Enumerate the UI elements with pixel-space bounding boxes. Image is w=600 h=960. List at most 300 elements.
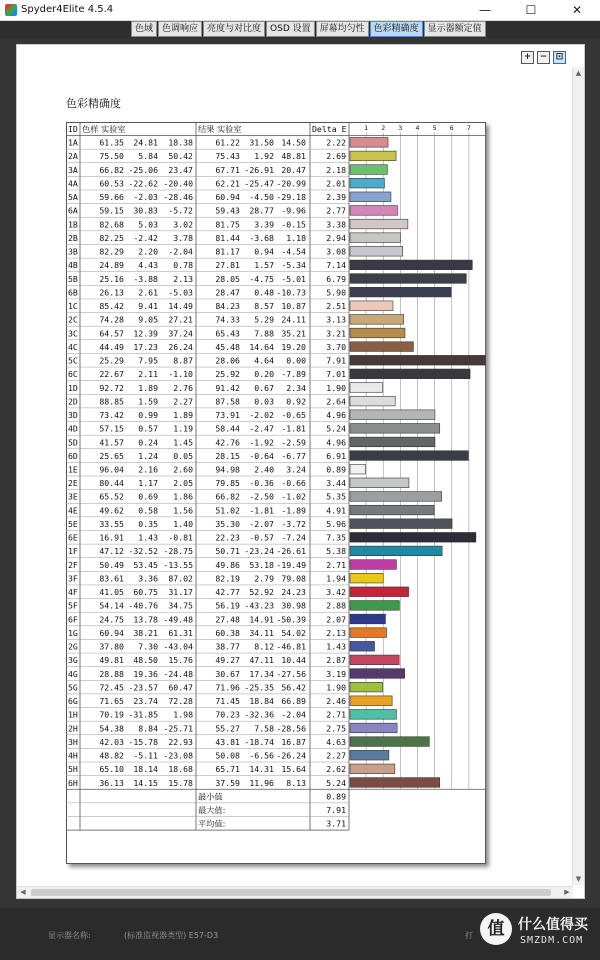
result-lab-value: 14.31 (249, 764, 274, 775)
summary-label: 最小值 (198, 791, 223, 802)
ref-lab-value: -31.85 (128, 709, 158, 720)
ref-lab-value: 34.75 (168, 600, 193, 611)
row-id: 1B (68, 219, 78, 230)
window-title: Spyder4Elite 4.5.4 (21, 4, 114, 15)
tab-monitor-rating[interactable]: 显示器额定值 (424, 21, 486, 37)
ref-lab-value: 18.38 (168, 137, 193, 148)
delta-e-bar (350, 723, 397, 733)
result-lab-value: -27.56 (276, 668, 306, 679)
delta-e-bar (350, 764, 395, 774)
ref-lab-value: 73.42 (99, 410, 124, 421)
result-lab-value: 66.89 (281, 696, 306, 707)
scale-tick-label: 3 (398, 124, 403, 132)
delta-e-bar (350, 274, 466, 284)
ref-lab-value: 0.58 (138, 505, 158, 516)
ref-lab-value: 7.95 (138, 355, 158, 366)
row-id: 3D (68, 410, 78, 421)
result-lab-value: 73.91 (215, 410, 240, 421)
result-lab-value: 53.18 (249, 559, 274, 570)
result-lab-value: 25.92 (215, 369, 240, 380)
ref-lab-value: -43.04 (163, 641, 193, 652)
result-lab-value: 1.18 (286, 232, 306, 243)
result-lab-value: 54.02 (281, 627, 306, 638)
ref-lab-value: 0.78 (173, 260, 193, 271)
result-lab-value: -0.64 (249, 450, 274, 461)
ref-lab-value: 49.62 (99, 505, 124, 516)
ref-lab-value: 54.14 (99, 600, 124, 611)
header-color: 色样 实验室 (82, 124, 126, 134)
delta-e-value: 2.22 (326, 137, 346, 148)
ref-lab-value: -25.06 (128, 164, 158, 175)
watermark-logo: 值 (480, 913, 512, 945)
row-id: 1D (68, 382, 78, 393)
row-id: 3F (68, 573, 78, 584)
spyder-app-icon (5, 4, 17, 16)
result-lab-value: 60.94 (215, 192, 240, 203)
delta-e-value: 2.71 (326, 709, 346, 720)
row-id: 1E (68, 464, 78, 475)
ref-lab-value: -3.88 (133, 273, 158, 284)
summary-label: 最大值: (198, 805, 226, 815)
delta-e-value: 1.94 (326, 573, 346, 584)
result-lab-value: 18.84 (249, 696, 274, 707)
ref-lab-value: 61.31 (168, 627, 193, 638)
delta-e-bar (350, 737, 429, 747)
result-lab-value: -6.56 (249, 750, 274, 761)
result-lab-value: -1.02 (281, 491, 306, 502)
scroll-up-icon[interactable]: ▲ (575, 69, 582, 77)
ref-lab-value: 0.24 (138, 437, 158, 448)
delta-e-bar (350, 437, 435, 447)
result-lab-value: 19.20 (281, 341, 306, 352)
scale-tick-label: 1 (364, 124, 369, 132)
title-bar (0, 0, 600, 21)
result-lab-value: 59.43 (215, 205, 240, 216)
close-button[interactable]: ✕ (571, 3, 583, 17)
delta-e-value: 3.13 (326, 314, 346, 325)
delta-e-bar (350, 328, 405, 338)
delta-e-value: 3.44 (326, 478, 346, 489)
result-lab-value: 17.34 (249, 668, 274, 679)
ref-lab-value: 1.56 (173, 505, 193, 516)
delta-e-value: 2.94 (326, 232, 346, 243)
row-id: 6B (68, 287, 78, 298)
result-lab-value: 79.08 (281, 573, 306, 584)
result-lab-value: 71.45 (215, 696, 240, 707)
ref-lab-value: 44.49 (99, 341, 124, 352)
ref-lab-value: 31.17 (168, 587, 193, 598)
result-lab-value: 8.13 (286, 777, 306, 788)
delta-e-bar (350, 424, 440, 434)
ref-lab-value: 75.50 (99, 151, 124, 162)
summary-label: 平均值: (198, 818, 226, 829)
row-id: 2A (68, 151, 78, 162)
result-lab-value: 49.27 (215, 655, 240, 666)
result-lab-value: 8.12 (254, 641, 274, 652)
delta-e-value: 4.91 (326, 505, 346, 516)
result-lab-value: 2.79 (254, 573, 274, 584)
tab-uniformity[interactable]: 屏幕均匀性 (316, 21, 369, 37)
delta-e-bar (350, 532, 476, 542)
delta-e-bar (350, 396, 395, 406)
delta-e-value: 2.71 (326, 559, 346, 570)
ref-lab-value: 64.57 (99, 328, 124, 339)
ref-lab-value: 33.55 (99, 518, 124, 529)
ref-lab-value: 5.84 (138, 151, 158, 162)
ref-lab-value: -2.42 (133, 232, 158, 243)
row-id: 3B (68, 246, 78, 257)
result-lab-value: 42.77 (215, 587, 240, 598)
row-id: 5C (68, 355, 78, 366)
result-lab-value: 34.11 (249, 627, 274, 638)
tab-osd-settings[interactable]: OSD 设置 (266, 21, 315, 37)
header-id: ID (68, 124, 78, 134)
ref-lab-value: 18.14 (133, 764, 158, 775)
result-lab-value: -2.07 (249, 518, 274, 529)
row-id: 4D (68, 423, 78, 434)
row-id: 1C (68, 301, 78, 312)
ref-lab-value: 0.05 (173, 450, 193, 461)
scale-tick-label: 2 (381, 124, 386, 132)
result-lab-value: 37.59 (215, 777, 240, 788)
row-id: 5D (68, 437, 78, 448)
result-lab-value: 0.00 (286, 355, 306, 366)
result-lab-value: 67.71 (215, 164, 240, 175)
monitor-name-label: 显示器名称: (48, 931, 91, 940)
delta-e-value: 4.63 (326, 736, 346, 747)
ref-lab-value: -32.52 (128, 546, 158, 557)
result-lab-value: -32.36 (244, 709, 274, 720)
ref-lab-value: -1.10 (168, 369, 193, 380)
delta-e-bar (350, 710, 396, 720)
result-lab-value: -7.24 (281, 532, 306, 543)
delta-e-value: 1.90 (326, 682, 346, 693)
row-id: 2H (68, 723, 78, 734)
ref-lab-value: 9.41 (138, 301, 158, 312)
delta-e-bar (350, 233, 400, 243)
ref-lab-value: -28.46 (163, 192, 193, 203)
result-lab-value: 51.02 (215, 505, 240, 516)
ref-lab-value: 15.78 (168, 777, 193, 788)
row-id: 1A (68, 137, 78, 148)
result-lab-value: -0.15 (281, 219, 306, 230)
delta-e-value: 0.89 (326, 464, 346, 475)
ref-lab-value: 30.83 (133, 205, 158, 216)
ref-lab-value: 53.45 (133, 559, 158, 570)
result-lab-value: 50.71 (215, 546, 240, 557)
result-lab-value: 0.94 (254, 246, 274, 257)
delta-e-value: 2.27 (326, 750, 346, 761)
watermark-text: 什么值得买 (518, 917, 588, 933)
result-lab-value: -0.36 (249, 478, 274, 489)
ref-lab-value: 1.98 (173, 709, 193, 720)
result-lab-value: 5.29 (254, 314, 274, 325)
ref-lab-value: 59.66 (99, 192, 124, 203)
delta-e-bar (350, 641, 374, 651)
result-lab-value: 45.48 (215, 341, 240, 352)
result-lab-value: 49.86 (215, 559, 240, 570)
result-lab-value: -46.81 (276, 641, 306, 652)
ref-lab-value: 28.88 (99, 668, 124, 679)
ref-lab-value: 3.36 (138, 573, 158, 584)
result-lab-value: 2.40 (254, 464, 274, 475)
scroll-right-icon[interactable]: ▶ (564, 888, 570, 896)
zoom-toolbar (521, 51, 566, 64)
ref-lab-value: 36.13 (99, 777, 124, 788)
summary-value: 3.71 (326, 818, 346, 829)
delta-e-value: 2.01 (326, 178, 346, 189)
delta-e-value: 2.62 (326, 764, 346, 775)
tab-color-accuracy[interactable]: 色彩精确度 (370, 21, 423, 37)
ref-lab-value: 72.45 (99, 682, 124, 693)
ref-lab-value: 47.12 (99, 546, 124, 557)
result-lab-value: 10.44 (281, 655, 306, 666)
ref-lab-value: -5.11 (133, 750, 158, 761)
row-id: 3A (68, 164, 78, 175)
result-lab-value: -0.57 (249, 532, 274, 543)
ref-lab-value: 1.24 (138, 450, 158, 461)
delta-e-bar (350, 342, 413, 352)
result-lab-value: 56.42 (281, 682, 306, 693)
result-lab-value: 87.58 (215, 396, 240, 407)
ref-lab-value: 25.29 (99, 355, 124, 366)
delta-e-bar (350, 601, 399, 611)
result-lab-value: -4.75 (249, 273, 274, 284)
result-lab-value: 52.92 (249, 587, 274, 598)
delta-e-value: 3.08 (326, 246, 346, 257)
result-lab-value: 2.34 (286, 382, 306, 393)
result-lab-value: 50.08 (215, 750, 240, 761)
scrollbar-thumb[interactable] (31, 889, 551, 896)
result-lab-value: 24.23 (281, 587, 306, 598)
ref-lab-value: 13.78 (133, 614, 158, 625)
vertical-scrollbar[interactable] (572, 67, 584, 885)
result-lab-value: -20.99 (276, 178, 306, 189)
delta-e-value: 5.96 (326, 518, 346, 529)
zoom-out-icon[interactable]: − (537, 51, 550, 64)
row-id: 5E (68, 518, 78, 529)
ref-lab-value: -5.03 (168, 287, 193, 298)
monitor-name-value: (标准监视器类型) E57-D3 (124, 931, 219, 940)
scroll-down-icon[interactable]: ▼ (575, 875, 582, 883)
result-lab-value: 0.48 (254, 287, 274, 298)
ref-lab-value: 22.67 (99, 369, 124, 380)
ref-lab-value: 72.28 (168, 696, 193, 707)
ref-lab-value: 96.04 (99, 464, 124, 475)
result-lab-value: -4.54 (281, 246, 306, 257)
ref-lab-value: 1.45 (173, 437, 193, 448)
result-lab-value: -5.34 (281, 260, 306, 271)
result-lab-value: 31.50 (249, 137, 274, 148)
ref-lab-value: -23.57 (128, 682, 158, 693)
result-lab-value: -1.92 (249, 437, 274, 448)
result-lab-value: 15.64 (281, 764, 306, 775)
ref-lab-value: 1.43 (138, 532, 158, 543)
ref-lab-value: 92.72 (99, 382, 124, 393)
ref-lab-value: 25.65 (99, 450, 124, 461)
result-lab-value: 55.27 (215, 723, 240, 734)
result-lab-value: 4.64 (254, 355, 274, 366)
result-lab-value: -7.89 (281, 369, 306, 380)
result-lab-value: 91.42 (215, 382, 240, 393)
delta-e-bar (350, 355, 485, 365)
row-id: 4F (68, 587, 78, 598)
result-lab-value: 61.22 (215, 137, 240, 148)
result-lab-value: -1.81 (281, 423, 306, 434)
ref-lab-value: -24.48 (163, 668, 193, 679)
ref-lab-value: 26.24 (168, 341, 193, 352)
row-id: 3E (68, 491, 78, 502)
ref-lab-value: 3.78 (173, 232, 193, 243)
ref-lab-value: 57.15 (99, 423, 124, 434)
tab-gamut[interactable]: 色域 (131, 21, 157, 37)
ref-lab-value: 83.61 (99, 573, 124, 584)
delta-e-bar (350, 315, 404, 325)
ref-lab-value: 1.40 (173, 518, 193, 529)
result-lab-value: 30.67 (215, 668, 240, 679)
result-lab-value: 27.81 (215, 260, 240, 271)
scale-tick-label: 4 (415, 124, 420, 132)
result-lab-value: -1.89 (281, 505, 306, 516)
result-lab-value: -0.66 (281, 478, 306, 489)
delta-e-value: 5.90 (326, 287, 346, 298)
result-lab-value: -9.96 (281, 205, 306, 216)
delta-e-bar (350, 669, 405, 679)
horizontal-scrollbar[interactable] (17, 886, 573, 898)
result-lab-value: 7.58 (254, 723, 274, 734)
ref-lab-value: 24.81 (133, 137, 158, 148)
ref-lab-value: 87.02 (168, 573, 193, 584)
delta-e-bar (350, 178, 384, 188)
delta-e-bar (350, 614, 385, 624)
ref-lab-value: 49.81 (99, 655, 124, 666)
ref-lab-value: 1.89 (138, 382, 158, 393)
ref-lab-value: 16.91 (99, 532, 124, 543)
tab-tone-response[interactable]: 色调响应 (158, 21, 202, 37)
ref-lab-value: -2.04 (168, 246, 193, 257)
delta-e-value: 6.79 (326, 273, 346, 284)
result-lab-value: 79.85 (215, 478, 240, 489)
tab-brightness-contrast[interactable]: 亮度与对比度 (203, 21, 265, 37)
delta-e-value: 2.39 (326, 192, 346, 203)
delta-e-value: 5.35 (326, 491, 346, 502)
result-lab-value: 0.67 (254, 382, 274, 393)
ref-lab-value: 1.86 (173, 491, 193, 502)
result-lab-value: 1.92 (254, 151, 274, 162)
ref-lab-value: 24.75 (99, 614, 124, 625)
ref-lab-value: -40.76 (128, 600, 158, 611)
ref-lab-value: -28.75 (163, 546, 193, 557)
ref-lab-value: 8.87 (173, 355, 193, 366)
result-lab-value: -10.73 (276, 287, 306, 298)
scroll-left-icon[interactable]: ◀ (20, 888, 26, 896)
delta-e-value: 5.24 (326, 423, 346, 434)
result-lab-value: 28.77 (249, 205, 274, 216)
delta-e-bar (350, 560, 396, 570)
scale-tick-label: 5 (432, 124, 437, 132)
result-lab-value: -25.47 (244, 178, 274, 189)
ref-lab-value: 17.23 (133, 341, 158, 352)
tab-strip (131, 21, 487, 37)
delta-e-bar (350, 750, 389, 760)
row-id: 6F (68, 614, 78, 625)
result-lab-value: 11.96 (249, 777, 274, 788)
result-lab-value: 8.57 (254, 301, 274, 312)
ref-lab-value: 50.42 (168, 151, 193, 162)
result-lab-value: -2.04 (281, 709, 306, 720)
result-lab-value: -26.24 (276, 750, 306, 761)
row-id: 6E (68, 532, 78, 543)
zoom-in-icon[interactable]: + (521, 51, 534, 64)
delta-e-value: 2.51 (326, 301, 346, 312)
result-lab-value: 84.23 (215, 301, 240, 312)
delta-e-bar (350, 778, 440, 788)
row-id: 2D (68, 396, 78, 407)
delta-e-bar (350, 573, 383, 583)
maximize-button[interactable]: ☐ (525, 3, 537, 17)
delta-e-value: 7.01 (326, 369, 346, 380)
ref-lab-value: 80.44 (99, 478, 124, 489)
delta-e-bar (350, 287, 451, 297)
ref-lab-value: 60.53 (99, 178, 124, 189)
result-lab-value: 65.43 (215, 328, 240, 339)
ref-lab-value: 23.47 (168, 164, 193, 175)
delta-e-bar (350, 260, 472, 270)
ref-lab-value: 1.89 (173, 410, 193, 421)
ref-lab-value: 5.03 (138, 219, 158, 230)
ref-lab-value: 1.19 (173, 423, 193, 434)
delta-e-value: 2.87 (326, 655, 346, 666)
row-id: 2F (68, 559, 78, 570)
ref-lab-value: 70.19 (99, 709, 124, 720)
minimize-button[interactable]: — (479, 3, 491, 17)
row-id: 2E (68, 478, 78, 489)
result-lab-value: 3.24 (286, 464, 306, 475)
ref-lab-value: 2.20 (138, 246, 158, 257)
delta-e-value: 3.38 (326, 219, 346, 230)
delta-e-value: 2.75 (326, 723, 346, 734)
delta-e-bar (350, 192, 391, 202)
delta-e-value: 3.21 (326, 328, 346, 339)
zoom-fit-icon[interactable]: ⊡ (553, 51, 566, 64)
result-lab-value: 0.92 (286, 396, 306, 407)
row-id: 6C (68, 369, 78, 380)
result-lab-value: 75.43 (215, 151, 240, 162)
result-lab-value: 82.19 (215, 573, 240, 584)
result-lab-value: 22.23 (215, 532, 240, 543)
result-lab-value: 0.03 (254, 396, 274, 407)
ref-lab-value: 2.61 (138, 287, 158, 298)
delta-e-bar (350, 628, 386, 638)
row-id: 4B (68, 260, 78, 271)
result-lab-value: -4.50 (249, 192, 274, 203)
delta-e-value: 7.14 (326, 260, 346, 271)
ref-lab-value: 82.68 (99, 219, 124, 230)
header-result: 结果 实验室 (198, 124, 242, 134)
result-lab-value: 28.47 (215, 287, 240, 298)
result-lab-value: 10.87 (281, 301, 306, 312)
ref-lab-value: 9.05 (138, 314, 158, 325)
delta-e-value: 2.46 (326, 696, 346, 707)
result-lab-value: 28.05 (215, 273, 240, 284)
ref-lab-value: 0.69 (138, 491, 158, 502)
delta-e-value: 2.18 (326, 164, 346, 175)
delta-e-value: 2.64 (326, 396, 346, 407)
result-lab-value: 14.64 (249, 341, 274, 352)
delta-e-bar (350, 206, 397, 216)
ref-lab-value: -22.62 (128, 178, 158, 189)
ref-lab-value: 85.42 (99, 301, 124, 312)
